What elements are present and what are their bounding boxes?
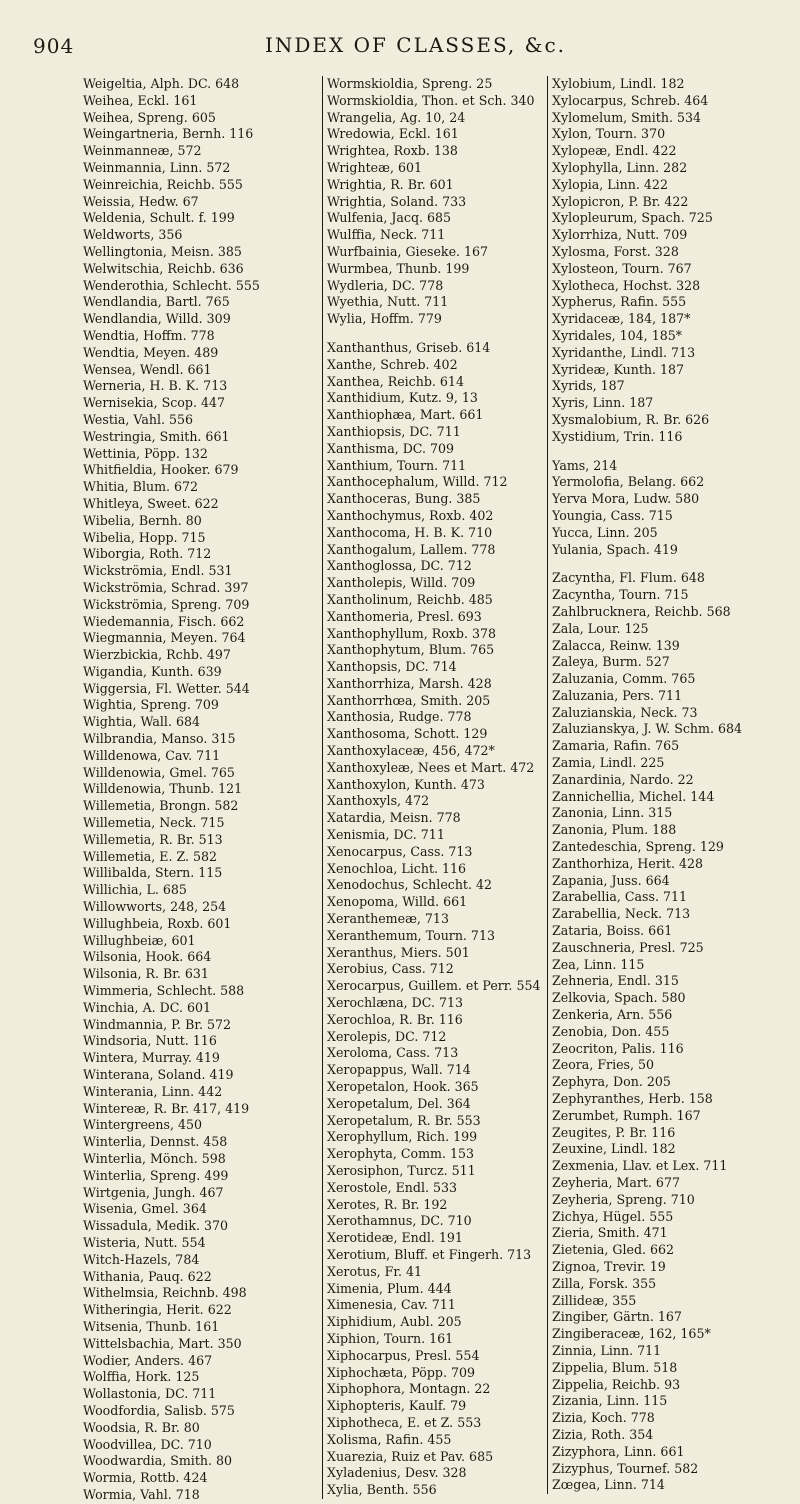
index-entry: Xylopia, Linn. 422: [552, 176, 668, 192]
index-entry: Wensea, Wendl. 661: [83, 361, 212, 377]
index-entry: Wiegmannia, Meyen. 764: [83, 630, 246, 646]
index-entry: Xantholepis, Willd. 709: [327, 575, 476, 591]
index-entry: Witheringia, Herit. 622: [83, 1302, 232, 1318]
index-entry: Xenochloa, Licht. 116: [327, 860, 467, 876]
index-entry: Zanardinia, Nardo. 22: [552, 771, 694, 787]
index-entry: Wyethia, Nutt. 711: [327, 294, 449, 310]
index-entry: Xanthoxyleæ, Nees et Mart. 472: [327, 759, 535, 775]
index-entry: Wrangelia, Ag. 10, 24: [327, 109, 466, 125]
index-entry: Zeyheria, Mart. 677: [552, 1175, 680, 1190]
index-entry: Wickströmia, Schrad. 397: [83, 579, 249, 595]
index-entry: Xerotideæ, Endl. 191: [327, 1230, 463, 1246]
index-entry: Westringia, Smith. 661: [83, 428, 230, 444]
index-entry: Withelmsia, Reichnb. 498: [83, 1285, 247, 1301]
index-entry: Wurmbea, Thunb. 199: [327, 260, 470, 276]
index-entry: Wormskioldia, Thon. et Sch. 340: [327, 92, 535, 108]
index-entry: Xanthomeria, Presl. 693: [327, 608, 482, 624]
index-entry: Zenobia, Don. 455: [552, 1023, 670, 1039]
index-entry: Zeora, Fries, 50: [552, 1057, 655, 1073]
index-entry: Willemetia, R. Br. 513: [83, 831, 223, 847]
running-head: INDEX OF CLASSES, &c.: [265, 33, 567, 57]
index-entry: Xysmalobium, R. Br. 626: [552, 411, 710, 427]
index-entry: Witsenia, Thunb. 161: [83, 1318, 220, 1334]
index-entry: Whitfieldia, Hooker. 679: [83, 462, 239, 478]
index-entry: Xylobium, Lindl. 182: [552, 76, 685, 91]
index-entry: Zilla, Forsk. 355: [552, 1275, 657, 1291]
index-entry: Xanthoglossa, DC. 712: [327, 558, 472, 574]
index-entry: Wilbrandia, Manso. 315: [83, 731, 236, 747]
index-entry: Ximenia, Plum. 444: [327, 1280, 452, 1296]
index-entry: Weldenia, Schult. f. 199: [83, 210, 235, 226]
index-entry: Wintera, Murray. 419: [83, 1050, 220, 1066]
index-entry: Wigandia, Kunth. 639: [83, 663, 222, 679]
index-entry: Zamia, Lindl. 225: [552, 755, 665, 771]
index-entry: Wilsonia, R. Br. 631: [83, 966, 209, 982]
index-entry: Xystidium, Trin. 116: [552, 428, 683, 444]
index-entry: Xylosteon, Tourn. 767: [552, 260, 692, 276]
index-entry: Weinreichia, Reichb. 555: [83, 176, 243, 192]
index-entry: Zannichellia, Michel. 144: [552, 788, 715, 804]
index-entry: Xanthe, Schreb. 402: [327, 356, 458, 372]
index-entry: Wittelsbachia, Mart. 350: [83, 1335, 242, 1351]
index-entry: Woodwardia, Smith. 80: [83, 1453, 233, 1469]
index-entry: Zizia, Koch. 778: [552, 1410, 655, 1426]
index-entry: Xanthea, Reichb. 614: [327, 373, 464, 389]
index-entry: Zeuxine, Lindl. 182: [552, 1141, 676, 1157]
index-entry: Xatardia, Meisn. 778: [327, 810, 461, 826]
index-entry: Wintereæ, R. Br. 417, 419: [83, 1100, 250, 1116]
index-entry: Wilsonia, Hook. 664: [83, 949, 212, 965]
index-entry: Xanthium, Tourn. 711: [327, 457, 467, 473]
index-entry: Werneria, H. B. K. 713: [83, 378, 228, 394]
index-entry: Xerosiphon, Turcz. 511: [327, 1163, 476, 1178]
index-entry: Zacyntha, Tourn. 715: [552, 587, 689, 603]
index-entry: Wollastonia, DC. 711: [83, 1386, 217, 1402]
index-entry: Xanthopsis, DC. 714: [327, 659, 457, 675]
index-entry: Wirtgenia, Jungh. 467: [83, 1184, 224, 1200]
index-entry: Xenocarpus, Cass. 713: [327, 843, 473, 859]
index-entry: Xylopleurum, Spach. 725: [552, 210, 713, 226]
index-entry: Xeroloma, Cass. 713: [327, 1045, 459, 1061]
index-column-2: [322, 76, 539, 1499]
index-entry: Xypherus, Rafin. 555: [552, 294, 687, 310]
index-entry: Xanthisma, DC. 709: [327, 440, 455, 456]
index-entry: Willemetia, E. Z. 582: [83, 848, 218, 864]
index-entry: Wylia, Hoffm. 779: [327, 311, 442, 327]
index-entry: Xylia, Benth. 556: [327, 1482, 437, 1498]
index-entry: Xanthoceras, Bung. 385: [327, 491, 481, 507]
index-entry: Xyrids, 187: [552, 378, 625, 394]
index-entry: Xerophyllum, Rich. 199: [327, 1129, 478, 1145]
index-entry: Zarabellia, Cass. 711: [552, 889, 688, 905]
index-column-3: [547, 76, 800, 1494]
index-entry: Wibelia, Hopp. 715: [83, 529, 206, 545]
index-entry: Zizyphora, Linn. 661: [552, 1443, 685, 1459]
index-entry: Westia, Vahl. 556: [83, 411, 194, 427]
index-entry: Zaluzianskia, Neck. 73: [552, 704, 698, 720]
index-entry: Xerochloa, R. Br. 116: [327, 1011, 463, 1027]
index-entry: Wisenia, Gmel. 364: [83, 1201, 207, 1217]
index-entry: Wisteria, Nutt. 554: [83, 1234, 206, 1250]
index-entry: Yerva Mora, Ludw. 580: [552, 491, 700, 507]
index-entry: Zapania, Juss. 664: [552, 872, 670, 888]
index-entry: Xyris, Linn. 187: [552, 395, 654, 411]
index-entry: Zinnia, Linn. 711: [552, 1342, 662, 1358]
index-entry: Willdenowa, Cav. 711: [83, 747, 221, 763]
index-entry: Xenodochus, Schlecht. 42: [327, 877, 493, 893]
index-entry: Wendtia, Meyen. 489: [83, 344, 219, 360]
index-entry: Wernisekia, Scop. 447: [83, 395, 225, 411]
index-entry: Zignoa, Trevir. 19: [552, 1258, 666, 1274]
index-entry: Winchia, A. DC. 601: [83, 999, 211, 1015]
index-entry: Zanthorhiza, Herit. 428: [552, 855, 704, 871]
index-entry: Winterlia, Dennst. 458: [83, 1134, 228, 1150]
index-entry: Yams, 214: [552, 457, 618, 473]
index-entry: Zerumbet, Rumph. 167: [552, 1107, 701, 1123]
index-entry: Wendlandia, Bartl. 765: [83, 294, 230, 310]
index-entry: Wrightia, R. Br. 601: [327, 176, 454, 192]
index-entry: Wiedemannia, Fisch. 662: [83, 613, 245, 629]
index-entry: Wodier, Anders. 467: [83, 1352, 213, 1368]
index-entry: Xanthoxylaceæ, 456, 472*: [327, 743, 495, 759]
index-entry: Willughbeia, Roxb. 601: [83, 915, 232, 931]
index-entry: Xerolepis, DC. 712: [327, 1028, 447, 1044]
index-entry: Zacyntha, Fl. Flum. 648: [552, 570, 705, 586]
index-entry: Zœgea, Linn. 714: [552, 1477, 665, 1493]
index-entry: Zenkeria, Arn. 556: [552, 1007, 673, 1023]
index-entry: Wrighteæ, 601: [327, 159, 422, 175]
index-entry: Zala, Lour. 125: [552, 620, 649, 636]
index-entry: Xiphion, Tourn. 161: [327, 1330, 454, 1346]
index-entry: Xanthiophæa, Mart. 661: [327, 407, 484, 423]
index-entry: Willdenowia, Gmel. 765: [83, 764, 235, 780]
index-entry: Xyrideæ, Kunth. 187: [552, 361, 685, 377]
index-entry: Willibalda, Stern. 115: [83, 865, 223, 881]
index-entry: Xantholinum, Reichb. 485: [327, 591, 493, 607]
index-entry: Wendlandia, Willd. 309: [83, 311, 231, 327]
index-entry: Zizania, Linn. 115: [552, 1393, 668, 1409]
index-entry: Xenopoma, Willd. 661: [327, 894, 468, 910]
index-entry: Wurfbainia, Gieseke. 167: [327, 243, 489, 259]
index-entry: Xiphocarpus, Presl. 554: [327, 1347, 480, 1363]
index-entry: Xeropetalon, Hook. 365: [327, 1079, 479, 1095]
index-entry: Yucca, Linn. 205: [552, 524, 658, 540]
index-entry: Wimmeria, Schlecht. 588: [83, 983, 245, 999]
index-entry: Xeropetalum, Del. 364: [327, 1095, 471, 1111]
index-entry: Wulfenia, Jacq. 685: [327, 210, 452, 226]
index-entry: Woodfordia, Salisb. 575: [83, 1402, 235, 1418]
index-entry: Xiphotheca, E. et Z. 553: [327, 1414, 482, 1430]
index-entry: Windmannia, P. Br. 572: [83, 1016, 231, 1032]
index-entry: Xeranthemum, Tourn. 713: [327, 927, 495, 943]
index-entry: Weinmanneæ, 572: [83, 143, 202, 159]
index-entry: Willowworts, 248, 254: [83, 899, 227, 915]
index-entry: Whitleya, Sweet. 622: [83, 495, 219, 511]
index-entry: Xeranthemeæ, 713: [327, 911, 449, 927]
index-entry: Wightia, Spreng. 709: [83, 697, 219, 713]
index-entry: Zaluzianskya, J. W. Schm. 684: [552, 721, 743, 737]
index-entry: Willemetia, Brongn. 582: [83, 798, 239, 814]
index-entry: Zarabellia, Neck. 713: [552, 906, 691, 922]
index-entry: Wintergreens, 450: [83, 1117, 203, 1133]
index-entry: Xerocarpus, Guillem. et Perr. 554: [327, 978, 541, 994]
index-entry: Xylotheca, Hochst. 328: [552, 277, 701, 293]
index-entry: Wightia, Wall. 684: [83, 714, 200, 730]
index-entry: Wiggersia, Fl. Wetter. 544: [83, 680, 250, 696]
index-entry: Xerochlæna, DC. 713: [327, 995, 464, 1011]
index-entry: Zelkovia, Spach. 580: [552, 990, 686, 1006]
index-entry: Zippelia, Reichb. 93: [552, 1376, 681, 1392]
index-entry: Xerophyta, Comm. 153: [327, 1146, 475, 1162]
index-entry: Zichya, Hügel. 555: [552, 1208, 674, 1224]
index-entry: Weihea, Spreng. 605: [83, 109, 216, 125]
index-entry: Wrightia, Soland. 733: [327, 193, 467, 209]
index-entry: Xyridanthe, Lindl. 713: [552, 344, 696, 360]
index-entry: Xerostole, Endl. 533: [327, 1179, 458, 1195]
index-entry: Wulffia, Neck. 711: [327, 227, 446, 243]
index-entry: Yulania, Spach. 419: [552, 541, 678, 557]
index-entry: Woodvillea, DC. 710: [83, 1436, 212, 1452]
index-entry: Xiphidium, Aubl. 205: [327, 1314, 462, 1330]
index-entry: Xylophylla, Linn. 282: [552, 159, 688, 175]
index-entry: Wormia, Rottb. 424: [83, 1470, 208, 1486]
index-entry: Winterana, Soland. 419: [83, 1067, 234, 1083]
index-entry: Xanthoxyls, 472: [327, 793, 430, 809]
index-entry: Zeyheria, Spreng. 710: [552, 1191, 695, 1207]
index-column-1: [83, 76, 311, 1504]
index-entry: Xanthocephalum, Willd. 712: [327, 474, 508, 490]
index-entry: Wormia, Vahl. 718: [83, 1486, 200, 1502]
index-entry: Wibelia, Bernh. 80: [83, 512, 202, 528]
index-entry: Youngia, Cass. 715: [552, 507, 673, 523]
index-entry: Ximenesia, Cav. 711: [327, 1297, 456, 1313]
index-entry: Wormskioldia, Spreng. 25: [327, 76, 493, 91]
index-entry: Xerotes, R. Br. 192: [327, 1196, 448, 1212]
index-entry: Winterlia, Spreng. 499: [83, 1167, 229, 1183]
index-entry: Zillideæ, 355: [552, 1292, 637, 1308]
index-entry: Zantedeschia, Spreng. 129: [552, 839, 724, 855]
index-entry: Zaleya, Burm. 527: [552, 654, 670, 670]
index-entry: Whitia, Blum. 672: [83, 479, 199, 495]
index-entry: Xylomelum, Smith. 534: [552, 109, 701, 125]
index-entry: Welwitschia, Reichb. 636: [83, 260, 244, 276]
index-entry: Xylon, Tourn. 370: [552, 126, 666, 142]
index-entry: Xanthoxylon, Kunth. 473: [327, 776, 485, 792]
index-entry: Xanthorrhiza, Marsh. 428: [327, 675, 492, 691]
index-entry: Xyridaceæ, 184, 187*: [552, 311, 691, 327]
index-entry: Wickströmia, Endl. 531: [83, 563, 233, 579]
index-entry: Zingiberaceæ, 162, 165*: [552, 1326, 711, 1342]
index-entry: Wickströmia, Spreng. 709: [83, 596, 250, 612]
index-entry: Weihea, Eckl. 161: [83, 92, 198, 108]
index-entry: Winterlia, Mönch. 598: [83, 1151, 226, 1166]
index-entry: Xeropappus, Wall. 714: [327, 1062, 471, 1078]
index-entry: Zietenia, Gled. 662: [552, 1242, 675, 1258]
index-entry: Xerotium, Bluff. et Fingerh. 713: [327, 1246, 532, 1262]
index-entry: Wydleria, DC. 778: [327, 277, 444, 293]
index-entry: Xerothamnus, DC. 710: [327, 1213, 472, 1229]
index-entry: Xeropetalum, R. Br. 553: [327, 1112, 481, 1128]
index-entry: Xanthophyllum, Roxb. 378: [327, 625, 497, 641]
index-entry: Zalacca, Reinw. 139: [552, 637, 680, 653]
index-entry: Xuarezia, Ruiz et Pav. 685: [327, 1448, 494, 1464]
index-entry: Xanthogalum, Lallem. 778: [327, 541, 496, 557]
index-entry: Xylorrhiza, Nutt. 709: [552, 227, 688, 243]
index-entry: Xyladenius, Desv. 328: [327, 1465, 467, 1481]
index-entry: Zizia, Roth. 354: [552, 1426, 654, 1442]
index-entry: Zingiber, Gärtn. 167: [552, 1309, 682, 1325]
index-entry: Yermolofia, Belang. 662: [552, 474, 705, 490]
index-entry: Willughbeiæ, 601: [83, 932, 196, 948]
index-entry: Zephyra, Don. 205: [552, 1074, 671, 1090]
index-entry: Zexmenia, Llav. et Lex. 711: [552, 1158, 728, 1174]
index-entry: Weingartneria, Bernh. 116: [83, 126, 254, 142]
index-entry: Willichia, L. 685: [83, 882, 187, 898]
index-entry: Winterania, Linn. 442: [83, 1083, 223, 1099]
index-entry: Weldworts, 356: [83, 227, 183, 243]
index-entry: Wolffia, Hork. 125: [83, 1369, 200, 1385]
index-entry: Zeugites, P. Br. 116: [552, 1124, 676, 1140]
index-entry: Zeocriton, Palis. 116: [552, 1040, 684, 1056]
index-entry: Willdenowia, Thunb. 121: [83, 781, 243, 797]
index-entry: Zehneria, Endl. 315: [552, 973, 679, 989]
index-entry: Xanthorrhœa, Smith. 205: [327, 692, 491, 708]
index-entry: Xanthanthus, Griseb. 614: [327, 339, 491, 355]
index-entry: Weinmannia, Linn. 572: [83, 159, 231, 175]
index-entry: Zauschneria, Presl. 725: [552, 939, 704, 955]
index-entry: Zephyranthes, Herb. 158: [552, 1091, 713, 1107]
index-entry: Zataria, Boiss. 661: [552, 923, 673, 939]
index-entry: Willemetia, Neck. 715: [83, 815, 225, 831]
index-entry: Zanonia, Plum. 188: [552, 822, 677, 838]
index-entry: Xiphochæta, Pöpp. 709: [327, 1364, 476, 1380]
index-entry: Woodsia, R. Br. 80: [83, 1419, 200, 1435]
index-entry: Xenismia, DC. 711: [327, 827, 445, 843]
index-entry: Xanthiopsis, DC. 711: [327, 423, 461, 439]
index-entry: Zizyphus, Tournef. 582: [552, 1460, 699, 1476]
index-entry: Zanonia, Linn. 315: [552, 805, 673, 821]
index-entry: Xerobius, Cass. 712: [327, 961, 454, 977]
index-entry: Wierzbickia, Rchb. 497: [83, 647, 231, 663]
page-number: 904: [33, 34, 75, 58]
index-entry: Xiphophora, Montagn. 22: [327, 1381, 491, 1397]
index-entry: Zieria, Smith. 471: [552, 1225, 668, 1241]
index-entry: Wissadula, Medik. 370: [83, 1218, 229, 1234]
index-entry: Xolisma, Rafin. 455: [327, 1431, 452, 1447]
index-entry: Wettinia, Pöpp. 132: [83, 445, 208, 461]
index-entry: Witch-Hazels, 784: [83, 1251, 200, 1267]
index-entry: Xylopicron, P. Br. 422: [552, 193, 689, 209]
index-entry: Wendtia, Hoffm. 778: [83, 327, 215, 343]
index-entry: Wenderothia, Schlecht. 555: [83, 277, 260, 293]
index-entry: Xiphopteris, Kaulf. 79: [327, 1398, 467, 1414]
index-entry: Xeranthus, Miers. 501: [327, 944, 470, 960]
index-entry: Xylosma, Forst. 328: [552, 243, 679, 259]
index-entry: Xanthophytum, Blum. 765: [327, 642, 495, 658]
index-entry: Weigeltia, Alph. DC. 648: [83, 76, 240, 91]
index-entry: Wrightea, Roxb. 138: [327, 143, 458, 159]
index-entry: Zea, Linn. 115: [552, 956, 645, 972]
index-entry: Zaluzania, Comm. 765: [552, 671, 696, 687]
index-entry: Xylopeæ, Endl. 422: [552, 143, 677, 159]
index-entry: Xanthocoma, H. B. K. 710: [327, 524, 493, 540]
index-entry: Xanthidium, Kutz. 9, 13: [327, 390, 478, 406]
index-entry: Xanthosoma, Schott. 129: [327, 726, 488, 742]
index-entry: Zahlbrucknera, Reichb. 568: [552, 603, 731, 619]
index-entry: Xylocarpus, Schreb. 464: [552, 92, 709, 108]
index-entry: Zamaria, Rafin. 765: [552, 738, 680, 754]
index-entry: Xanthosia, Rudge. 778: [327, 709, 472, 725]
index-entry: Wredowia, Eckl. 161: [327, 126, 459, 142]
index-entry: Windsoria, Nutt. 116: [83, 1033, 217, 1049]
index-entry: Xerotus, Fr. 41: [327, 1263, 423, 1279]
index-entry: Wiborgia, Roth. 712: [83, 546, 212, 562]
index-entry: Zippelia, Blum. 518: [552, 1359, 678, 1375]
index-entry: Zaluzania, Pers. 711: [552, 687, 683, 703]
index-entry: Xyridales, 104, 185*: [552, 327, 683, 343]
index-entry: Weissia, Hedw. 67: [83, 193, 199, 209]
index-entry: Withania, Pauq. 622: [83, 1268, 212, 1284]
index-entry: Wellingtonia, Meisn. 385: [83, 243, 242, 259]
index-entry: Xanthochymus, Roxb. 402: [327, 507, 494, 523]
